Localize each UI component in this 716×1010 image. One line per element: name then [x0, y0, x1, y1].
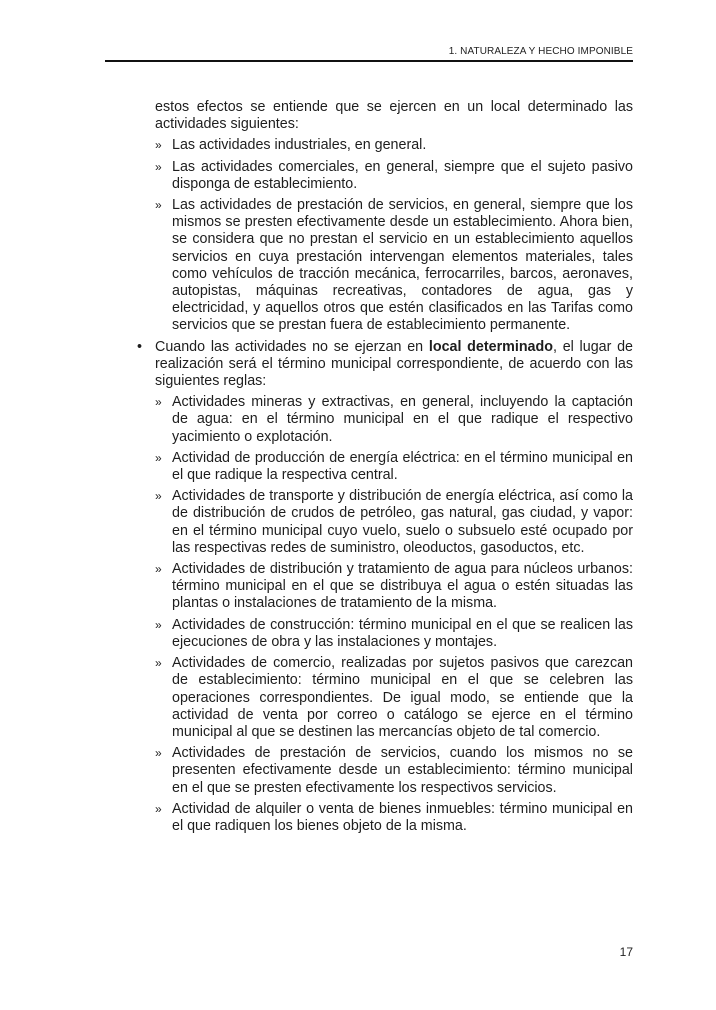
list-item-text: Las actividades industriales, en general. — [172, 137, 427, 154]
sub-marker: » — [155, 801, 162, 816]
list-item-text: Actividades mineras y extractivas, en general, incluyendo la captación de agua: en el término municipal en el que radique el respectivo yacimiento o explotación. — [172, 394, 633, 445]
list-item — [155, 394, 633, 446]
header-rule — [105, 60, 633, 62]
list-item-text: Actividades de prestación de servicios, cuando los mismos no se presenten efectivamente desde un establecimiento: término municipal en el que se presten efectivamente los respectivos servicios. — [172, 745, 633, 796]
list-item — [155, 159, 633, 193]
bullet-text-before: Cuando las actividades no se ejerzan en — [155, 338, 429, 355]
page-number: 17 — [619, 945, 633, 959]
bullet-point — [137, 339, 633, 835]
sub-marker: » — [155, 562, 162, 577]
body-text — [137, 99, 633, 835]
sub-marker: » — [155, 489, 162, 504]
sub-marker: » — [155, 198, 162, 213]
sub-marker: » — [155, 395, 162, 410]
sub-marker: » — [155, 746, 162, 761]
bullet-marker: • — [137, 338, 143, 355]
list-item — [155, 137, 633, 154]
sub-marker: » — [155, 617, 162, 632]
bullet-paragraph — [155, 339, 633, 391]
list-item — [155, 745, 633, 797]
list-item — [155, 197, 633, 335]
list-item — [155, 655, 633, 741]
list-item-text: Actividades de construcción: término municipal en el que se realicen las ejecuciones de obra y las instalaciones y montajes. — [172, 616, 633, 650]
list-item — [155, 561, 633, 613]
list-item — [155, 617, 633, 651]
running-header: 1. NATURALEZA Y HECHO IMPONIBLE — [448, 46, 633, 57]
list-item-text: Actividades de distribución y tratamiento de agua para núcleos urbanos: término municipal en el que se distribuya el agua o estén situadas las plantas o instalaciones de tratamiento de la misma. — [172, 561, 633, 612]
sub-marker: » — [155, 656, 162, 671]
activities-list — [155, 137, 633, 334]
list-item-text: Actividad de alquiler o venta de bienes inmuebles: término municipal en el que radiquen los bienes objeto de la misma. — [172, 800, 633, 834]
list-item — [155, 801, 633, 835]
rules-list — [155, 394, 633, 835]
intro-paragraph: estos efectos se entiende que se ejercen en un local determinado las actividades siguientes: — [155, 99, 633, 133]
list-item-text: Actividades de comercio, realizadas por sujetos pasivos que carezcan de establecimiento: término municipal en el que se celebren las operaciones correspondientes. De igual modo, se entiende que la actividad de venta por correo o catálogo se ejerce en el término municipal al que se destinen las mercancías objeto de tal comercio. — [172, 655, 633, 740]
list-item-text: Las actividades de prestación de servicios, en general, siempre que los mismos se presten efectivamente desde un establecimiento. Ahora bien, se considera que no prestan el servicio en un establecimiento aquellos servicios en cuya prestación intervengan elementos materiales, tales como vehículos de tracción mecánica, ferrocarriles, barcos, aeronaves, autopistas, máquinas recreativas, contadores de agua, gas y electricidad, y aquellos otros que estén clasificados en las Tarifas como servicios que se prestan fuera de establecimiento permanente. — [172, 197, 633, 334]
bold-term: local determinado — [428, 338, 553, 355]
list-item — [155, 450, 633, 484]
sub-marker: » — [155, 138, 162, 153]
bullet-text-after: , el lugar de realización será el término municipal correspondiente, de acuerdo con las siguientes reglas: — [155, 338, 633, 390]
sub-marker: » — [155, 159, 162, 174]
list-item-text: Las actividades comerciales, en general, siempre que el sujeto pasivo disponga de establecimiento. — [172, 158, 633, 192]
list-item-text: Actividades de transporte y distribución de energía eléctrica, así como la de distribución de crudos de petróleo, gas natural, gas ciudad, y vapor: en el término municipal cuyo vuelo, suelo o subsuelo esté ocupado por las respectivas redes de suministro, oleoductos, gasoductos, etc. — [172, 488, 633, 556]
sub-marker: » — [155, 450, 162, 465]
list-item — [155, 488, 633, 557]
list-item-text: Actividad de producción de energía eléctrica: en el término municipal en el que radique la respectiva central. — [172, 449, 633, 484]
